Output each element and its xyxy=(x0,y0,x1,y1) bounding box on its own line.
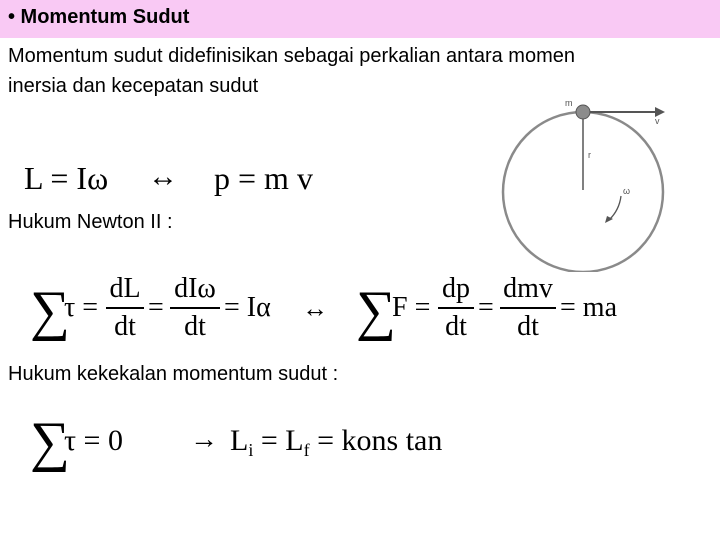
radius-label: r xyxy=(588,150,591,160)
fraction-dL-dt xyxy=(106,274,144,342)
fraction-numerator: dmv xyxy=(503,273,553,304)
torque-result: = Iα xyxy=(224,292,271,323)
fraction-dp-dt xyxy=(438,274,474,342)
force-result: = ma xyxy=(560,292,617,323)
linear-momentum-equation: p = m v xyxy=(214,160,313,196)
fraction-numerator: dp xyxy=(442,273,470,304)
subscript-f: f xyxy=(303,440,310,460)
conservation-label: Hukum kekekalan momentum sudut : xyxy=(8,363,339,385)
conservation-equation xyxy=(230,424,442,461)
fraction-denominator: dt xyxy=(114,311,136,342)
rotation-arrow-icon xyxy=(609,196,621,220)
fraction-numerator: dIω xyxy=(174,273,216,304)
sum-symbol-3: ∑ xyxy=(30,411,70,473)
equivalence-arrow-2: ↔ xyxy=(302,294,328,323)
slide-title: • Momentum Sudut xyxy=(8,6,190,28)
fraction-dmv-dt xyxy=(500,274,556,342)
fraction-denominator: dt xyxy=(517,311,539,342)
subscript-i: i xyxy=(248,440,254,460)
newton-label: Hukum Newton II : xyxy=(8,211,173,233)
fraction-bar xyxy=(170,307,220,309)
sum-symbol: ∑ xyxy=(30,280,70,342)
fraction-bar xyxy=(106,307,144,309)
omega-label: ω xyxy=(623,186,631,196)
constant-label: = kons tan xyxy=(317,424,443,457)
velocity-label: v xyxy=(655,116,660,126)
intro-line-2: inersia dan kecepatan sudut xyxy=(8,75,259,97)
fraction-bar xyxy=(438,307,474,309)
fraction-denominator: dt xyxy=(445,311,467,342)
fraction-bar xyxy=(500,307,556,309)
equals-sign: = xyxy=(148,292,164,323)
equivalence-arrow: ↔ xyxy=(148,160,178,193)
fraction-numerator: dL xyxy=(109,273,141,304)
zero-torque-equation: τ = 0 xyxy=(64,424,123,457)
fraction-denominator: dt xyxy=(184,311,206,342)
mass-point xyxy=(576,105,590,119)
final-momentum: = L xyxy=(260,424,304,457)
rotation-diagram xyxy=(495,92,685,272)
fraction-dIw-dt xyxy=(170,274,220,342)
initial-momentum: L xyxy=(230,424,249,457)
equals-sign-2: = xyxy=(478,292,494,323)
implies-arrow: → xyxy=(190,424,218,455)
torque-symbol: τ = xyxy=(64,292,99,323)
intro-line-1: Momentum sudut didefinisikan sebagai perkalian antara momen xyxy=(8,45,575,67)
sum-symbol-2: ∑ xyxy=(356,280,396,342)
force-symbol: F = xyxy=(392,292,431,323)
mass-label: m xyxy=(565,98,573,108)
angular-momentum-equation: L = Iω xyxy=(24,160,109,196)
